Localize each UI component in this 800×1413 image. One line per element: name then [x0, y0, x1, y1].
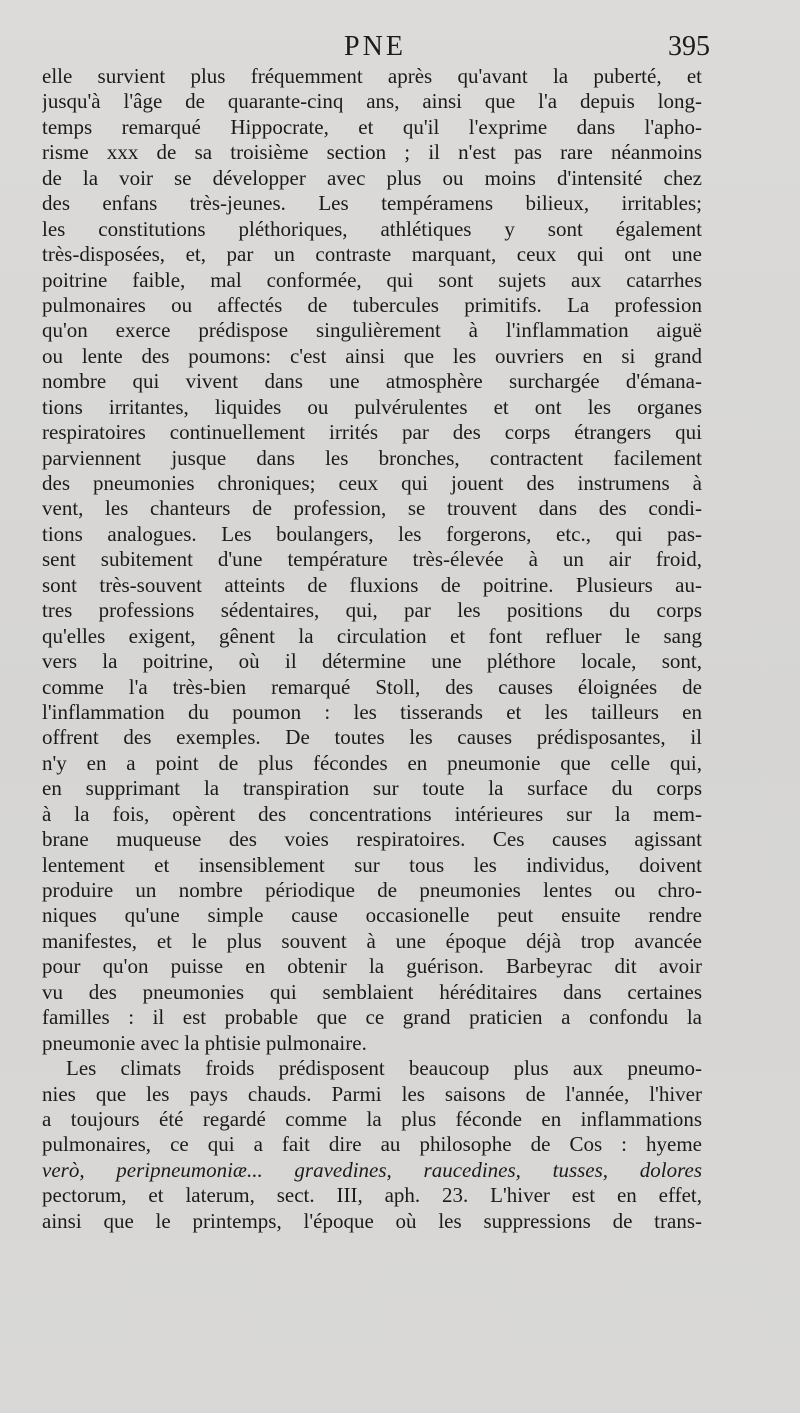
text-line: vent, les chanteurs de profession, se trouvent dans des condi-: [42, 496, 702, 521]
text-line: l'inflammation du poumon : les tisserands et les tailleurs en: [42, 699, 702, 724]
text-line: familles : il est probable que ce grand praticien a confondu la: [42, 1005, 702, 1030]
text-line: tions irritantes, liquides ou pulvérulentes et ont les organes: [42, 394, 702, 419]
text-line: qu'on exerce prédispose singulièrement à l'inflammation aiguë: [42, 318, 702, 343]
text-line: vu des pneumonies qui semblaient héréditaires dans certaines: [42, 979, 702, 1004]
text-line: respiratoires continuellement irrités par des corps étrangers qui: [42, 420, 702, 445]
text-line: vers la poitrine, où il détermine une pléthore locale, sont,: [42, 649, 702, 674]
text-line: niques qu'une simple cause occasionelle peut ensuite rendre: [42, 903, 702, 928]
text-line: ou lente des poumons: c'est ainsi que les ouvriers en si grand: [42, 343, 702, 368]
text-line: produire un nombre périodique de pneumonies lentes ou chro-: [42, 878, 702, 902]
running-head: PNE: [344, 31, 406, 62]
text-line: elle survient plus fréquemment après qu'avant la puberté, et: [42, 64, 702, 88]
text-line: des pneumonies chroniques; ceux qui jouent des instrumens à: [42, 471, 702, 495]
text-line: en supprimant la transpiration sur toute la surface du corps: [42, 776, 702, 801]
text-line: Les climats froids prédisposent beaucoup plus aux pneumo-: [66, 1056, 702, 1081]
text-line: jusqu'à l'âge de quarante-cinq ans, ainsi que l'a depuis long-: [42, 89, 702, 114]
text-line: de la voir se développer avec plus ou moins d'intensité chez: [42, 165, 702, 190]
text-line: à la fois, opèrent des concentrations intérieures sur la mem-: [42, 801, 702, 826]
page-number: 395: [668, 31, 710, 62]
text-line: très-disposées, et, par un contraste marquant, ceux qui ont une: [42, 242, 702, 267]
text-line: sent subitement d'une température très-élevée à un air froid,: [42, 547, 702, 572]
text-line: nies que les pays chauds. Parmi les saisons de l'année, l'hiver: [42, 1081, 702, 1106]
text-line: comme l'a très-bien remarqué Stoll, des causes éloignées de: [42, 674, 702, 699]
text-line: poitrine faible, mal conformée, qui sont sujets aux catarrhes: [42, 267, 702, 292]
text-line: les constitutions pléthoriques, athlétiques y sont également: [42, 216, 702, 241]
text-line: brane muqueuse des voies respiratoires. Ces causes agissant: [42, 827, 702, 852]
text-line: tions analogues. Les boulangers, les forgerons, etc., qui pas-: [42, 521, 702, 546]
body-text: [42, 64, 702, 1234]
text-line: risme xxx de sa troisième section ; il n'est pas rare néanmoins: [42, 140, 702, 165]
text-line: temps remarqué Hippocrate, et qu'il l'exprime dans l'apho-: [42, 114, 702, 139]
text-line: a toujours été regardé comme la plus féconde en inflammations: [42, 1106, 702, 1131]
text-line: des enfans très-jeunes. Les tempéramens bilieux, irritables;: [42, 191, 702, 216]
text-line: manifestes, et le plus souvent à une époque déjà trop avancée: [42, 928, 702, 953]
text-line: lentement et insensiblement sur tous les individus, doivent: [42, 852, 702, 877]
text-line: pulmonaires ou affectés de tubercules primitifs. La profession: [42, 292, 702, 317]
text-line: nombre qui vivent dans une atmosphère surchargée d'émana-: [42, 369, 702, 394]
page-header: [40, 30, 710, 64]
text-line: pneumonie avec la phtisie pulmonaire.: [42, 1030, 367, 1055]
text-line: ainsi que le printemps, l'époque où les suppressions de trans-: [42, 1208, 702, 1233]
text-line: sont très-souvent atteints de fluxions de poitrine. Plusieurs au-: [42, 572, 702, 597]
text-line: tres professions sédentaires, qui, par les positions du corps: [42, 598, 702, 623]
text-line: pulmonaires, ce qui a fait dire au philosophe de Cos : hyeme: [42, 1132, 702, 1157]
text-line: pour qu'on puisse en obtenir la guérison. Barbeyrac dit avoir: [42, 954, 702, 979]
text-line: verò, peripneumoniæ... gravedines, raucedines, tusses, dolores: [42, 1157, 702, 1182]
text-line: parviennent jusque dans les bronches, contractent facilement: [42, 445, 702, 470]
text-line: offrent des exemples. De toutes les causes prédisposantes, il: [42, 725, 702, 750]
text-line: n'y en a point de plus fécondes en pneumonie que celle qui,: [42, 750, 702, 775]
text-line: pectorum, et laterum, sect. III, aph. 23. L'hiver est en effet,: [42, 1183, 702, 1208]
text-line: qu'elles exigent, gênent la circulation et font refluer le sang: [42, 623, 702, 648]
